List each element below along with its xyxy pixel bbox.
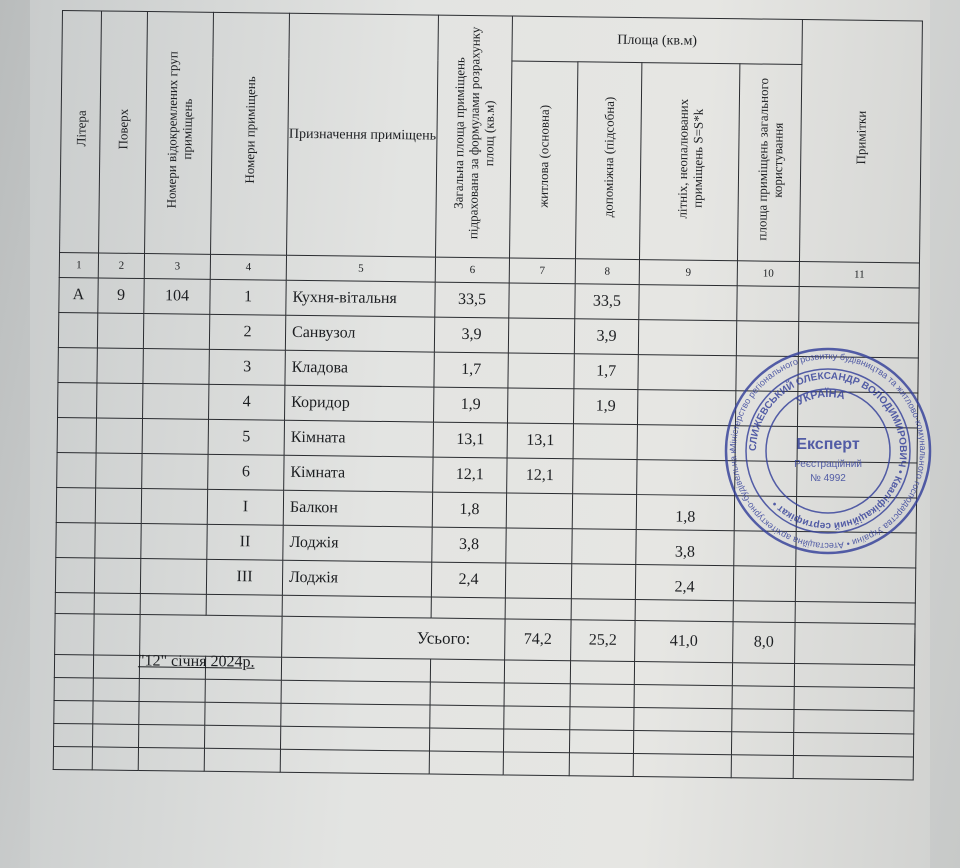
- empty-cell: [503, 752, 569, 776]
- empty-cell: [732, 686, 794, 710]
- cell-living-area: [509, 283, 575, 319]
- cell-floor: [95, 488, 141, 524]
- cell-litera: [58, 312, 97, 347]
- empty-cell: [569, 753, 633, 777]
- cell-group: [142, 419, 208, 455]
- seal-ring-outer-text: Міністерство регіонального розвитку будівництва та житлово-комунального господарства України • Атестаційна архітектурно-будівельна к: [727, 350, 929, 552]
- cell-living-area: [508, 318, 574, 354]
- cell-living-area: [506, 528, 572, 564]
- empty-cell: [634, 685, 732, 709]
- empty-cell: [793, 732, 913, 756]
- empty-cell: [55, 592, 94, 613]
- cell-floor: [97, 383, 143, 419]
- cell-purpose: Лоджія: [282, 560, 431, 597]
- cell-total-area: 33,5: [435, 282, 509, 318]
- cell-living-area: 13,1: [507, 423, 573, 459]
- empty-cell: [634, 662, 732, 686]
- cell-litera: [55, 557, 94, 592]
- column-number: 3: [144, 254, 210, 280]
- empty-cell: [139, 678, 205, 702]
- empty-cell: [795, 602, 915, 624]
- header-litera: Літера: [60, 11, 102, 253]
- empty-cell: [93, 655, 139, 679]
- empty-cell: [94, 593, 140, 615]
- cell-group: [143, 349, 209, 385]
- empty-cell: [570, 707, 634, 731]
- cell-summer-area: [639, 285, 737, 321]
- header-summer: літніх, неопалюваних приміщень S=S*k: [639, 63, 739, 261]
- cell-litera: [56, 522, 95, 557]
- cell-purpose: Кімната: [284, 455, 433, 492]
- column-number: 9: [639, 260, 737, 286]
- cell-room-number: 3: [209, 349, 285, 385]
- column-number: 11: [799, 262, 919, 288]
- cell-living-area: [507, 388, 573, 424]
- cell-group: [142, 454, 208, 490]
- expert-seal: [722, 345, 934, 557]
- cell-floor: [97, 348, 143, 384]
- cell-auxiliary-area: [572, 529, 636, 565]
- cell-living-area: [505, 563, 571, 599]
- cell-room-number: I: [207, 489, 283, 525]
- cell-purpose: Лоджія: [283, 525, 432, 562]
- cell-litera: А: [59, 277, 98, 312]
- empty-cell: [430, 682, 504, 706]
- empty-cell: [504, 660, 570, 684]
- empty-cell: [635, 600, 733, 622]
- cell-purpose: Кімната: [284, 420, 433, 457]
- empty-cell: [431, 597, 505, 619]
- empty-cell: [94, 614, 140, 656]
- header-floor: Поверх: [99, 11, 148, 254]
- cell-total-area: 1,8: [432, 492, 506, 528]
- empty-cell: [731, 755, 793, 779]
- cell-group: [143, 314, 209, 350]
- empty-cell: [92, 724, 138, 748]
- empty-cell: [429, 728, 503, 752]
- cell-room-number: 2: [209, 314, 285, 350]
- cell-total-area: 13,1: [433, 422, 507, 458]
- cell-summer-area: 1,8: [636, 495, 734, 531]
- empty-cell: [92, 747, 138, 771]
- cell-auxiliary-area: 1,9: [573, 389, 637, 425]
- empty-cell: [204, 748, 280, 772]
- empty-cell: [505, 598, 571, 620]
- empty-cell: [794, 709, 914, 733]
- cell-summer-area: 3,8: [636, 530, 734, 566]
- empty-cell: [794, 663, 914, 687]
- seal-country-text: УКРАЇНА: [794, 387, 847, 408]
- empty-cell: [280, 749, 429, 774]
- cell-floor: [94, 558, 140, 594]
- cell-common-area: [737, 286, 799, 322]
- column-number: 4: [210, 254, 286, 280]
- cell-litera: [56, 487, 95, 522]
- empty-cell: [569, 730, 633, 754]
- empty-cell: [206, 594, 282, 616]
- header-row-top: [62, 11, 922, 67]
- empty-cell: [140, 614, 282, 657]
- cell-living-area: [506, 493, 572, 529]
- column-number: 7: [509, 258, 575, 284]
- cell-auxiliary-area: [572, 494, 636, 530]
- empty-cell: [282, 595, 431, 618]
- empty-cell: [140, 594, 206, 616]
- totals-living: 25,2: [571, 620, 635, 662]
- cell-room-number: 6: [208, 454, 284, 490]
- header-purpose: Призначення приміщень: [287, 13, 439, 257]
- column-number: 10: [737, 261, 799, 287]
- seal-reg-label: Реєстраційний: [794, 459, 862, 470]
- cell-room-number: III: [206, 559, 282, 595]
- cell-total-area: 3,9: [434, 317, 508, 353]
- empty-cell: [634, 708, 732, 732]
- empty-cell: [138, 747, 204, 771]
- cell-purpose: Балкон: [283, 490, 432, 527]
- totals-label: Усього:: [282, 616, 505, 660]
- empty-cell: [429, 751, 503, 775]
- seal-center-word: Експерт: [796, 436, 860, 453]
- cell-total-area: 3,8: [432, 527, 506, 563]
- column-number: 2: [98, 253, 144, 279]
- cell-litera: [58, 382, 97, 417]
- empty-cell: [793, 755, 913, 779]
- cell-auxiliary-area: 33,5: [575, 284, 639, 320]
- cell-total-area: 12,1: [433, 457, 507, 493]
- cell-auxiliary-area: [573, 424, 637, 460]
- cell-purpose: Коридор: [285, 385, 434, 422]
- empty-cell: [731, 732, 793, 756]
- header-common: площа приміщень загального користування: [737, 64, 801, 262]
- header-group-numbers: Номери відокремлених груп приміщень: [145, 12, 214, 255]
- empty-cell: [281, 657, 430, 682]
- empty-cell: [504, 706, 570, 730]
- cell-purpose: Санвузол: [285, 315, 434, 352]
- column-number: 5: [286, 255, 435, 282]
- cell-notes: [799, 287, 919, 323]
- cell-room-number: 4: [209, 384, 285, 420]
- empty-cell: [55, 613, 94, 654]
- empty-cell: [280, 726, 429, 751]
- empty-cell: [54, 654, 93, 677]
- empty-cell: [138, 724, 204, 748]
- cell-group: [140, 559, 206, 595]
- cell-total-area: 1,9: [433, 387, 507, 423]
- header-area-group: Площа (кв.м): [512, 16, 803, 65]
- cell-floor: 9: [98, 278, 144, 314]
- empty-cell: [633, 754, 731, 778]
- cell-total-area: 2,4: [431, 562, 505, 598]
- empty-cell: [53, 746, 92, 769]
- column-number: 1: [59, 252, 98, 277]
- empty-cell: [503, 729, 569, 753]
- empty-cell: [54, 723, 93, 746]
- empty-cell: [54, 700, 93, 723]
- cell-litera: [58, 347, 97, 382]
- header-total-area: Загальна площа приміщень підрахована за формулами розрахунку площ (кв.м): [436, 15, 513, 258]
- cell-room-number: 1: [210, 279, 286, 315]
- seal-ring-inner-text: СЛИЖЕВСЬКИЙ ОЛЕКСАНДР ВОЛОДИМИРОВИЧ • Кваліфікаційний сертифікат •: [747, 370, 909, 532]
- cell-room-number: 5: [208, 419, 284, 455]
- empty-cell: [795, 623, 915, 665]
- empty-cell: [633, 731, 731, 755]
- cell-common-area: [733, 566, 795, 602]
- cell-floor: [95, 523, 141, 559]
- totals-auxiliary: 41,0: [635, 621, 733, 663]
- tail-rows: [53, 592, 915, 779]
- empty-cell: [204, 725, 280, 749]
- empty-cell: [794, 686, 914, 710]
- seal-graphic: [722, 345, 934, 557]
- cell-auxiliary-area: 1,7: [574, 354, 638, 390]
- cell-floor: [97, 313, 143, 349]
- totals-total-area: 74,2: [505, 619, 571, 661]
- cell-living-area: 12,1: [507, 458, 573, 494]
- cell-notes: [795, 567, 915, 603]
- cell-purpose: Кладова: [285, 350, 434, 387]
- header-living: житлова (основна): [510, 61, 578, 259]
- cell-auxiliary-area: [571, 564, 635, 600]
- column-number: 6: [435, 257, 509, 283]
- empty-cell: [570, 661, 634, 685]
- empty-cell: [281, 703, 430, 728]
- seal-reg-number: № 4992: [810, 473, 846, 484]
- header-room-numbers: Номери приміщень: [211, 12, 290, 255]
- cell-purpose: Кухня-вітальня: [286, 280, 435, 317]
- cell-group: [141, 489, 207, 525]
- cell-group: 104: [144, 279, 210, 315]
- cell-total-area: 1,7: [434, 352, 508, 388]
- cell-summer-area: [637, 425, 735, 461]
- empty-cell: [205, 702, 281, 726]
- empty-cell: [54, 677, 93, 700]
- totals-summer: 8,0: [733, 622, 795, 664]
- cell-litera: [57, 417, 96, 452]
- cell-auxiliary-area: [573, 459, 637, 495]
- empty-cell: [93, 678, 139, 702]
- empty-cell: [281, 680, 430, 705]
- empty-cell: [430, 705, 504, 729]
- empty-cell: [430, 659, 504, 683]
- cell-room-number: II: [207, 524, 283, 560]
- cell-group: [143, 384, 209, 420]
- column-number: 8: [575, 259, 639, 285]
- document-date: "12" січня 2024р.: [137, 652, 255, 671]
- empty-cell: [504, 683, 570, 707]
- empty-cell: [570, 684, 634, 708]
- cell-summer-area: [637, 460, 735, 496]
- header-notes: Примітки: [799, 20, 922, 263]
- cell-litera: [57, 452, 96, 487]
- cell-living-area: [508, 353, 574, 389]
- empty-cell: [205, 679, 281, 703]
- empty-cell: [732, 663, 794, 687]
- empty-cell: [732, 709, 794, 733]
- cell-group: [141, 524, 207, 560]
- cell-floor: [96, 418, 142, 454]
- cell-summer-area: 2,4: [635, 565, 733, 601]
- empty-cell: [93, 701, 139, 725]
- cell-floor: [96, 453, 142, 489]
- header-auxiliary: допоміжна (підсобна): [575, 62, 641, 260]
- empty-cell: [139, 701, 205, 725]
- empty-cell: [733, 601, 795, 623]
- empty-cell: [571, 599, 635, 621]
- cell-auxiliary-area: 3,9: [574, 319, 638, 355]
